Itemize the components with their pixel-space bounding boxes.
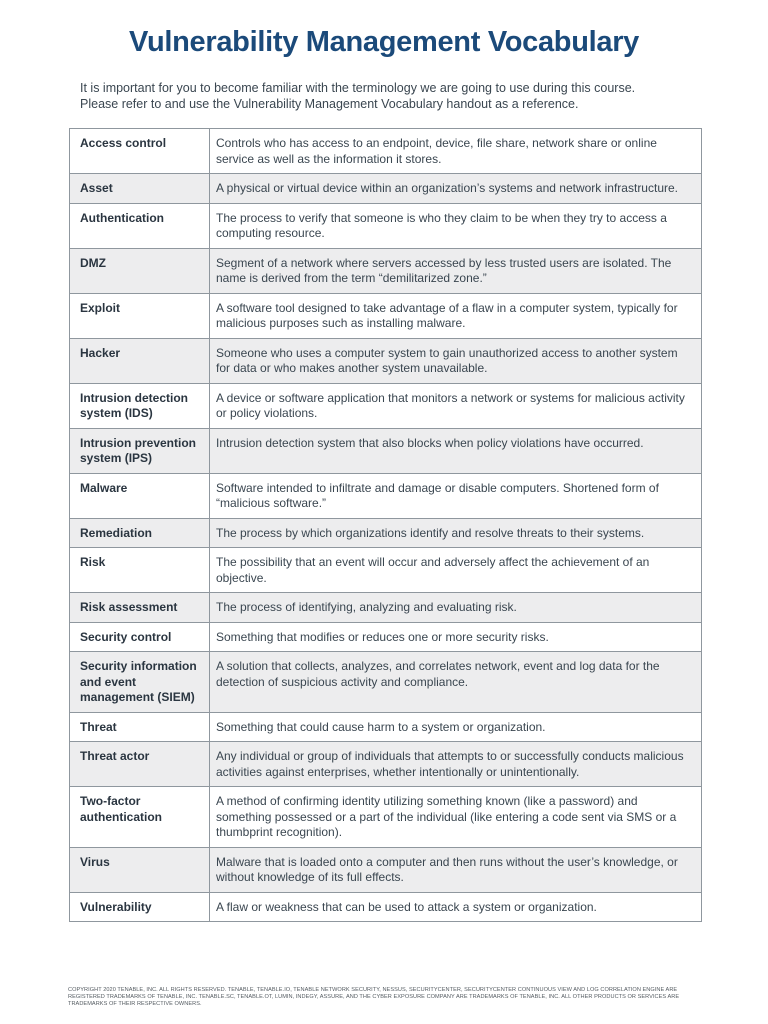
table-row [70, 593, 702, 623]
term-cell: Asset [70, 174, 210, 204]
intro-line-1: It is important for you to become familiar with the terminology we are going to use during this course. [80, 81, 636, 95]
term-cell: Security information and event management (SIEM) [70, 652, 210, 713]
table-row [70, 129, 702, 174]
table-row [70, 787, 702, 848]
term-cell: Virus [70, 847, 210, 892]
definition-cell: A solution that collects, analyzes, and correlates network, event and log data for the detection of suspicious activity and compliance. [210, 652, 702, 713]
definition-cell: Segment of a network where servers accessed by less trusted users are isolated. The name is derived from the term “demilitarized zone.” [210, 248, 702, 293]
term-cell: Threat [70, 712, 210, 742]
table-row [70, 548, 702, 593]
definition-cell: Something that modifies or reduces one or more security risks. [210, 622, 702, 652]
term-cell: DMZ [70, 248, 210, 293]
term-cell: Access control [70, 129, 210, 174]
term-cell: Remediation [70, 518, 210, 548]
table-row [70, 742, 702, 787]
term-cell: Intrusion prevention system (IPS) [70, 428, 210, 473]
table-row [70, 712, 702, 742]
term-cell: Risk assessment [70, 593, 210, 623]
term-cell: Intrusion detection system (IDS) [70, 383, 210, 428]
definition-cell: Someone who uses a computer system to gain unauthorized access to another system for data or who makes another system unavailable. [210, 338, 702, 383]
table-row [70, 203, 702, 248]
table-row [70, 847, 702, 892]
table-row [70, 518, 702, 548]
definition-cell: Intrusion detection system that also blocks when policy violations have occurred. [210, 428, 702, 473]
term-cell: Security control [70, 622, 210, 652]
table-row [70, 622, 702, 652]
table-row [70, 174, 702, 204]
definition-cell: A software tool designed to take advantage of a flaw in a computer system, typically for malicious purposes such as installing malware. [210, 293, 702, 338]
table-row [70, 383, 702, 428]
table-row [70, 428, 702, 473]
definition-cell: A device or software application that monitors a network or systems for malicious activity or policy violations. [210, 383, 702, 428]
table-row [70, 293, 702, 338]
table-row [70, 248, 702, 293]
definition-cell: Any individual or group of individuals that attempts to or successfully conducts malicious activities against enterprises, whether intentionally or unintentionally. [210, 742, 702, 787]
table-row [70, 473, 702, 518]
definition-cell: The process of identifying, analyzing and evaluating risk. [210, 593, 702, 623]
vocabulary-table [69, 128, 702, 922]
table-row [70, 652, 702, 713]
definition-cell: The process by which organizations identify and resolve threats to their systems. [210, 518, 702, 548]
term-cell: Risk [70, 548, 210, 593]
definition-cell: Malware that is loaded onto a computer and then runs without the user’s knowledge, or without knowledge of its full effects. [210, 847, 702, 892]
term-cell: Exploit [70, 293, 210, 338]
definition-cell: Controls who has access to an endpoint, device, file share, network share or online service as well as the information it stores. [210, 129, 702, 174]
intro-paragraph [80, 81, 720, 112]
page-title: Vulnerability Management Vocabulary [128, 26, 640, 58]
definition-cell: The possibility that an event will occur and adversely affect the achievement of an objective. [210, 548, 702, 593]
term-cell: Threat actor [70, 742, 210, 787]
term-cell: Two-factor authentication [70, 787, 210, 848]
definition-cell: A method of confirming identity utilizing something known (like a password) and something possessed or a part of the individual (like entering a code sent via SMS or a thumbprint recognition). [210, 787, 702, 848]
definition-cell: Software intended to infiltrate and damage or disable computers. Shortened form of “malicious software.” [210, 473, 702, 518]
definition-cell: A physical or virtual device within an organization’s systems and network infrastructure. [210, 174, 702, 204]
table-row [70, 338, 702, 383]
term-cell: Malware [70, 473, 210, 518]
term-cell: Vulnerability [70, 892, 210, 922]
definition-cell: A flaw or weakness that can be used to attack a system or organization. [210, 892, 702, 922]
table-row [70, 892, 702, 922]
definition-cell: Something that could cause harm to a system or organization. [210, 712, 702, 742]
intro-line-2: Please refer to and use the Vulnerability Management Vocabulary handout as a reference. [80, 96, 579, 111]
definition-cell: The process to verify that someone is who they claim to be when they try to access a computing resource. [210, 203, 702, 248]
copyright-footer: COPYRIGHT 2020 TENABLE, INC. ALL RIGHTS RESERVED. TENABLE, TENABLE.IO, TENABLE NETWORK SECURITY, NESSUS, SECURITYCENTER, SECURITYCENTER CONTINUOUS VIEW AND LOG CORRELATION ENGINE ARE REGISTERED TRADEMARKS OF TENABLE, INC. TENABLE.SC, TENABLE.OT, LUMIN, INDEGY, ASSURE, AND THE CYBER EXPOSURE COMPANY ARE TRADEMARKS OF TENABLE, INC. ALL OTHER PRODUCTS OR SERVICES ARE TRADEMARKS OF THEIR RESPECTIVE OWNERS. [68, 987, 680, 1007]
term-cell: Authentication [70, 203, 210, 248]
term-cell: Hacker [70, 338, 210, 383]
